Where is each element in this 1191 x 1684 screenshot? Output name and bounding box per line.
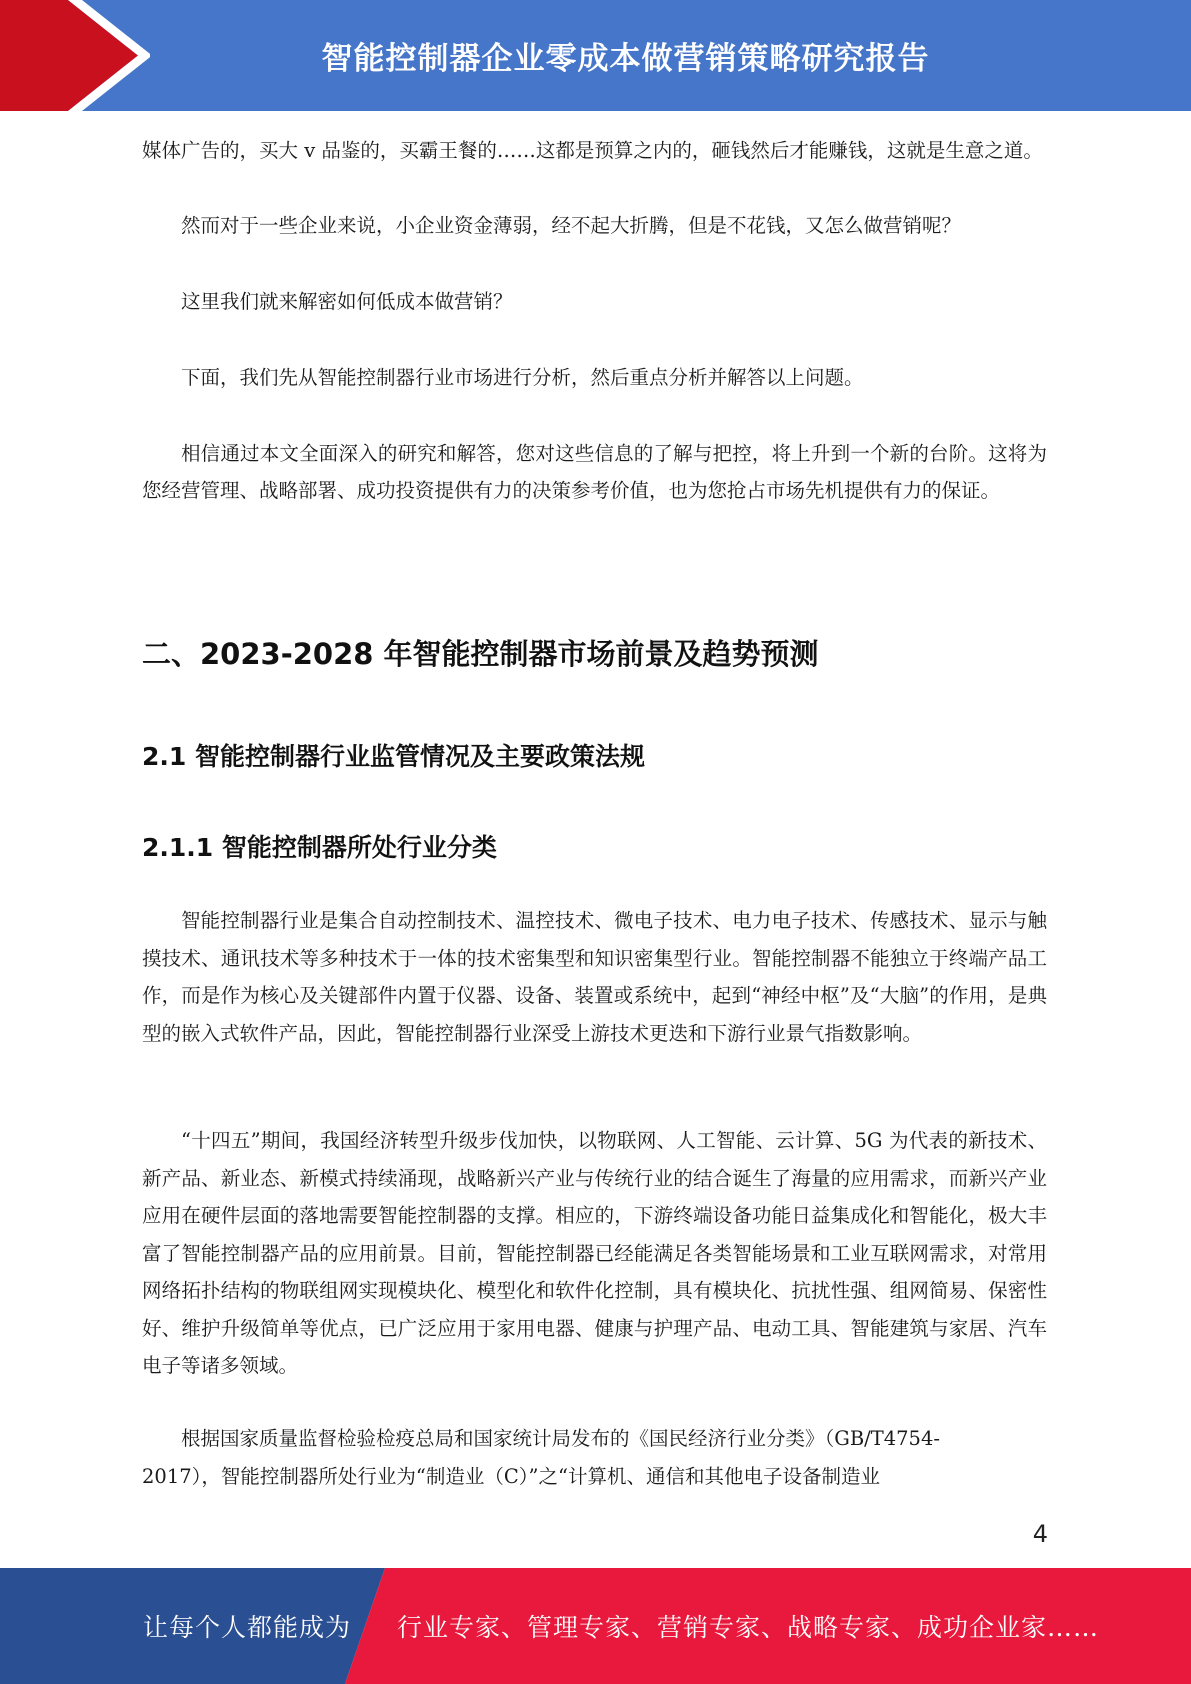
paragraph-8 [142, 1420, 1047, 1495]
intro-section [142, 132, 1047, 509]
report-title: 智能控制器企业零成本做营销策略研究报告 [321, 41, 930, 77]
section-heading: 二、2023-2028 年智能控制器市场前景及趋势预测 [142, 637, 819, 671]
paragraph-1: 媒体广告的，买大 v 品鉴的，买霸王餐的……这都是预算之内的，砸钱然后才能赚钱，这就是生意之道。 [142, 139, 1043, 162]
footer-slogan-left: 让每个人都能成为 [143, 1613, 352, 1642]
footer-slogan-right: 行业专家、管理专家、营销专家、战略专家、成功企业家…… [397, 1613, 1100, 1642]
page-header-band [0, 0, 1191, 111]
paragraph-5: 相信通过本文全面深入的研究和解答，您对这些信息的了解与把控，将上升到一个新的台阶。这将为您经营管理、战略部署、成功投资提供有力的决策参考价值，也为您抢占市场先机提供有力的保证。 [142, 442, 1047, 502]
paragraph-2: 然而对于一些企业来说，小企业资金薄弱，经不起大折腾，但是不花钱，又怎么做营销呢？ [181, 214, 962, 237]
paragraph-7: “十四五”期间，我国经济转型升级步伐加快，以物联网、人工智能、云计算、5G 为代表的新技术、新产品、新业态、新模式持续涌现，战略新兴产业与传统行业的结合诞生了海量的应用需求，而新兴产业应用在硬件层面的落地需要智能控制器的支撑。相应的，下游终端设备功能日益集成化和智能化，极大丰富了智能控制器产品的应用前景。目前，智能控制器已经能满足各类智能场景和工业互联网需求，对常用网络拓扑结构的物联组网实现模块化、模型化和软件化控制，具有模块化、抗扰性强、组网简易、保密性好、维护升级简单等优点，已广泛应用于家用电器、健康与护理产品、电动工具、智能建筑与家居、汽车电子等诸多领域。 [142, 1129, 1047, 1377]
paragraph-8-line-2: 2017），智能控制器所处行业为“制造业（C）”之“计算机、通信和其他电子设备制造业 [142, 1464, 880, 1488]
paragraph-4: 下面，我们先从智能控制器行业市场进行分析，然后重点分析并解答以上问题。 [181, 366, 864, 389]
subsection-heading: 2.1 智能控制器行业监管情况及主要政策法规 [142, 742, 645, 771]
sub-subsection-heading: 2.1.1 智能控制器所处行业分类 [142, 833, 497, 862]
page-number: 4 [1032, 1520, 1048, 1548]
paragraph-3: 这里我们就来解密如何低成本做营销？ [181, 290, 513, 313]
paragraph-6: 智能控制器行业是集合自动控制技术、温控技术、微电子技术、电力电子技术、传感技术、显示与触摸技术、通讯技术等多种技术于一体的技术密集型和知识密集型行业。智能控制器不能独立于终端产品工作，而是作为核心及关键部件内置于仪器、设备、装置或系统中，起到“神经中枢”及“大脑”的作用，是典型的嵌入式软件产品，因此，智能控制器行业深受上游技术更迭和下游行业景气指数影响。 [142, 909, 1047, 1045]
header-arrow-decoration [0, 0, 150, 111]
paragraph-8-line-1: 根据国家质量监督检验检疫总局和国家统计局发布的《国民经济行业分类》（GB/T4754- [181, 1427, 940, 1450]
